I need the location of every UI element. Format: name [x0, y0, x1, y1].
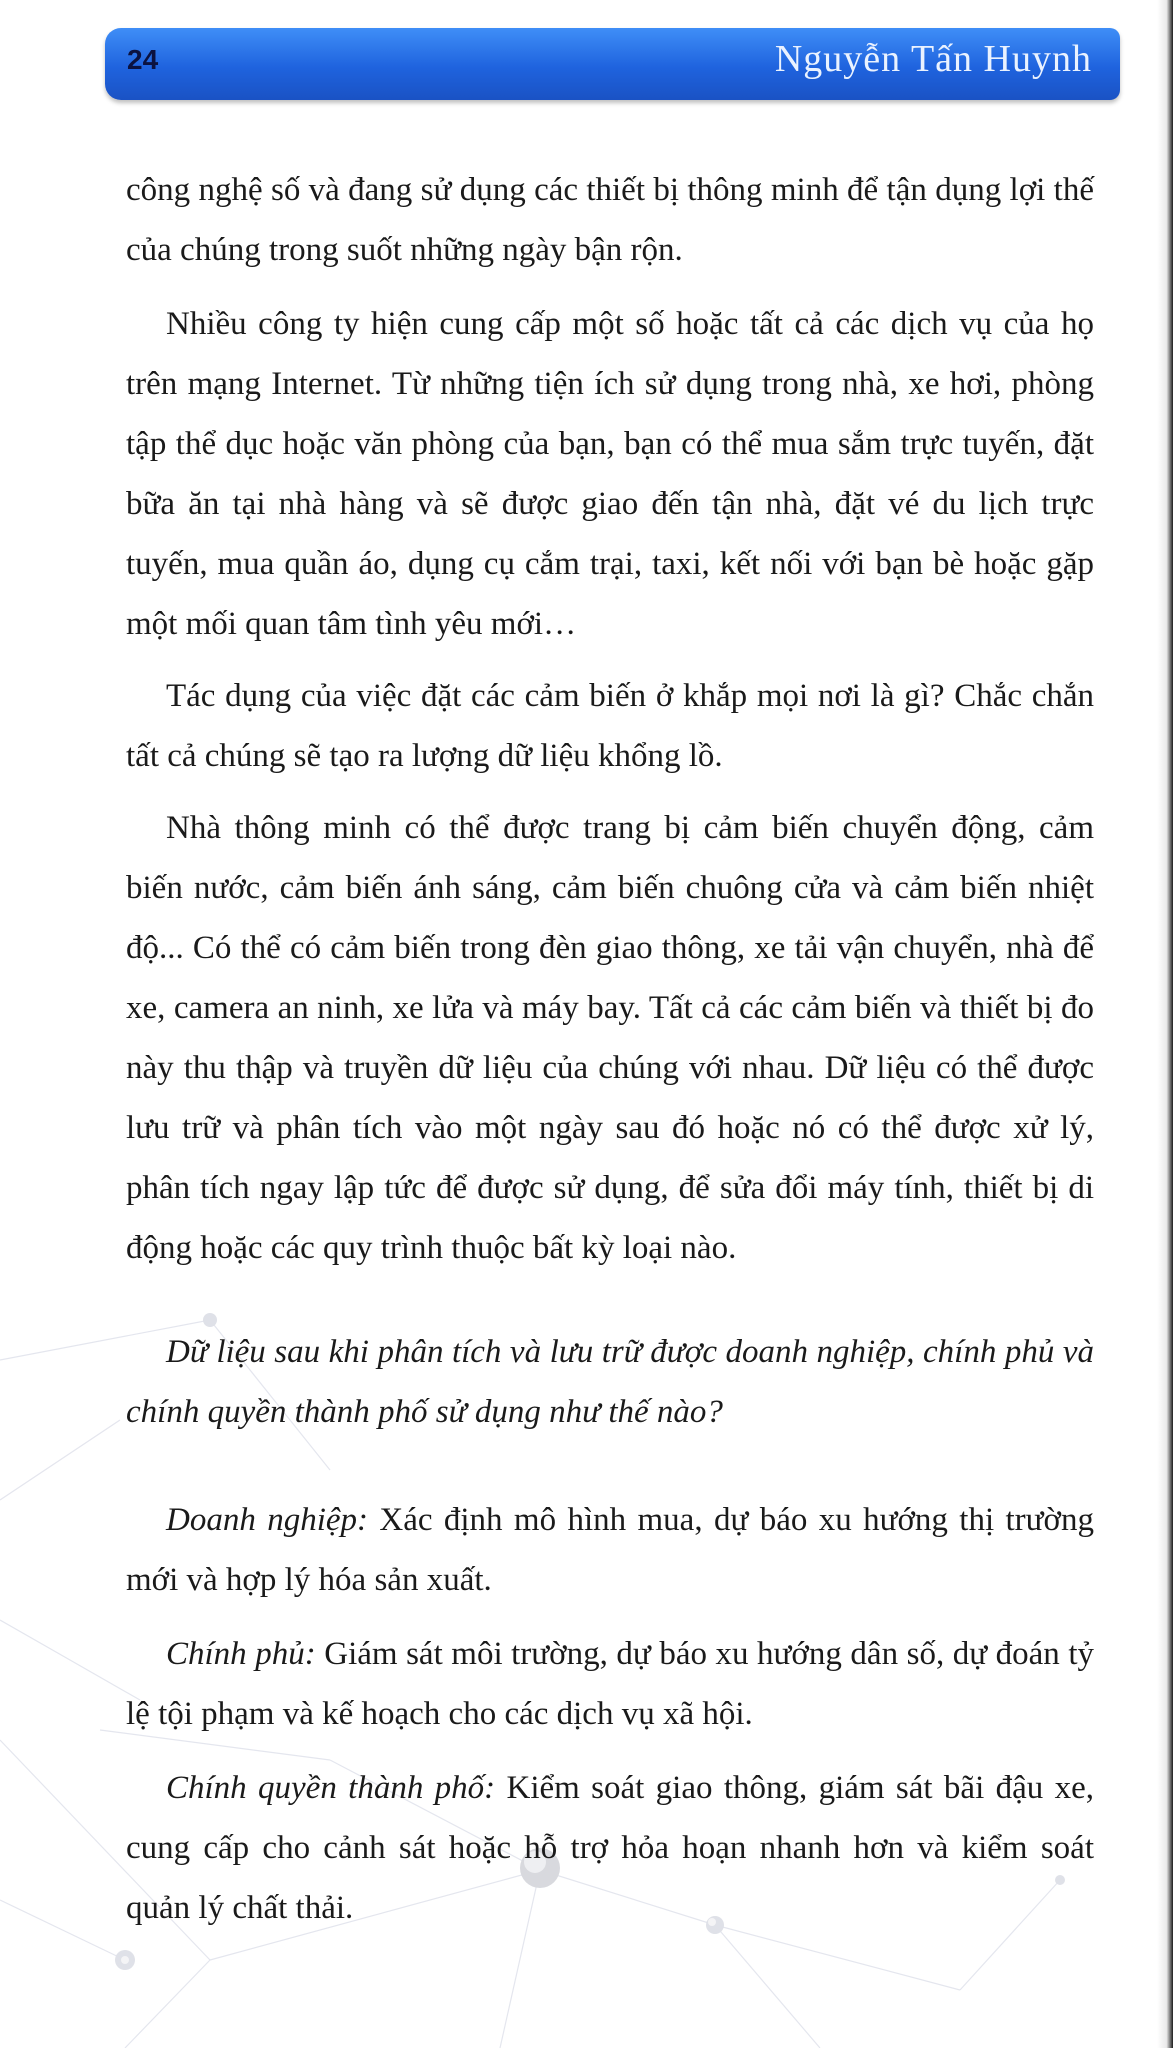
paragraph-smart-home-sensors: Nhà thông minh có thể được trang bị cảm biến chuyển động, cảm biến nước, cảm biến ánh sáng, cảm biến chuông cửa và cảm biến nhiệt độ... Có thể có cảm biến trong đèn giao thông, xe tải vận chuyển, nhà để xe, camera an ninh, xe lửa và máy bay. Tất cả các cảm biến và thiết bị đo này thu thập và truyền dữ liệu của chúng với nhau. Dữ liệu có thể được lưu trữ và phân tích vào một ngày sau đó hoặc nó có thể được xử lý, phân tích ngay lập tức để được sử dụng, để sửa đổi máy tính, thiết bị di động hoặc các quy trình thuộc bất kỳ loại nào.	[126, 810, 1094, 1266]
city-label: Chính quyền thành phố:	[166, 1770, 496, 1806]
government-text: Giám sát môi trường, dự báo xu hướng dân số, dự đoán tỷ lệ tội phạm và kế hoạch cho các dịch vụ xã hội.	[126, 1636, 1094, 1732]
paragraph-sensors-question: Tác dụng của việc đặt các cảm biến ở khắp mọi nơi là gì? Chắc chắn tất cả chúng sẽ tạo ra lượng dữ liệu khổng lồ.	[126, 678, 1094, 774]
city-text: Kiểm soát giao thông, giám sát bãi đậu xe, cung cấp cho cảnh sát hoặc hỗ trợ hỏa hoạn nhanh hơn và kiểm soát quản lý chất thải.	[126, 1770, 1094, 1926]
business-label: Doanh nghiệp:	[166, 1502, 369, 1538]
paragraph-business	[126, 1490, 1094, 1610]
body-text	[126, 160, 1094, 1938]
paragraph-government	[126, 1624, 1094, 1744]
running-head-author: Nguyễn Tấn Huynh	[774, 38, 1092, 80]
government-label: Chính phủ:	[166, 1636, 316, 1672]
paragraph-online-services: Nhiều công ty hiện cung cấp một số hoặc tất cả các dịch vụ của họ trên mạng Internet. Từ những tiện ích sử dụng trong nhà, xe hơi, phòng tập thể dục hoặc văn phòng của bạn, bạn có thể mua sắm trực tuyến, đặt bữa ăn tại nhà hàng và sẽ được giao đến tận nhà, đặt vé du lịch trực tuyến, mua quần áo, dụng cụ cắm trại, taxi, kết nối với bạn bè hoặc gặp một mối quan tâm tình yêu mới…	[126, 306, 1094, 642]
paragraph-city-government	[126, 1758, 1094, 1938]
page-edge-shadow	[1157, 0, 1173, 2048]
business-text: Xác định mô hình mua, dự báo xu hướng thị trường mới và hợp lý hóa sản xuất.	[126, 1502, 1094, 1598]
paragraph-continuation: công nghệ số và đang sử dụng các thiết bị thông minh để tận dụng lợi thế của chúng trong suốt những ngày bận rộn.	[126, 172, 1094, 268]
page-header-band	[105, 28, 1120, 100]
page-number: 24	[127, 44, 159, 75]
paragraph-data-usage-question: Dữ liệu sau khi phân tích và lưu trữ được doanh nghiệp, chính phủ và chính quyền thành phố sử dụng như thế nào?	[126, 1334, 1094, 1430]
